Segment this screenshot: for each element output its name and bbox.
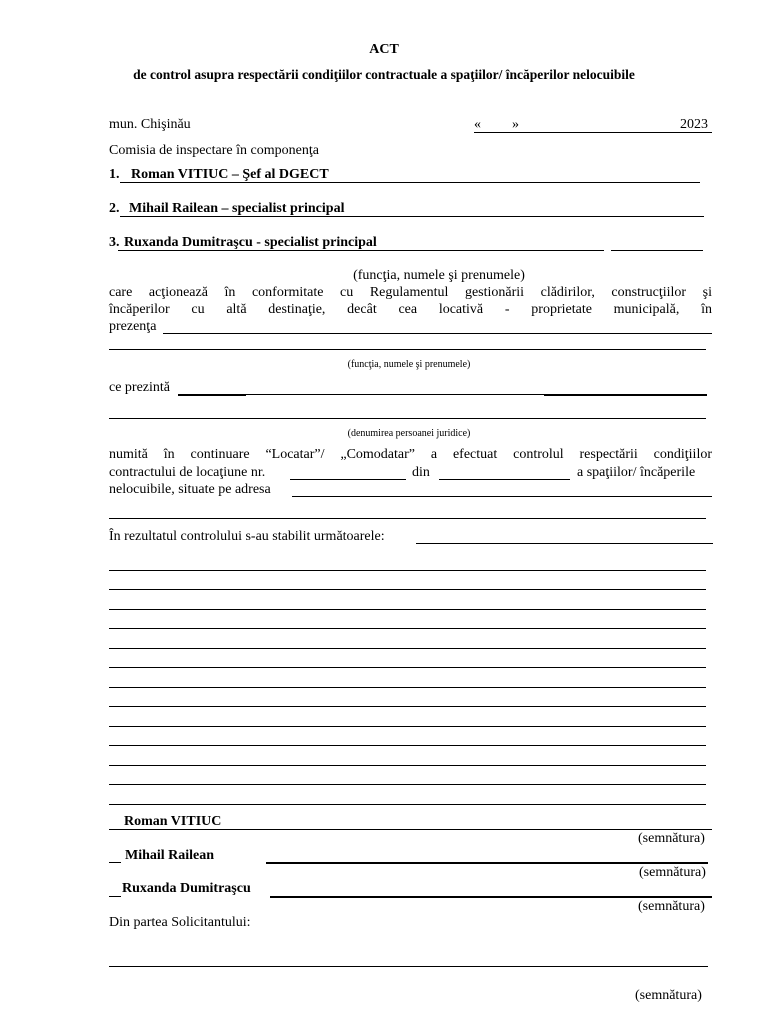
signature-line-1[interactable] [109, 829, 712, 830]
document-subtitle: de control asupra respectării condiţiilor contractuale a spaţiilor/ încăperilor nelocuibile [133, 67, 635, 82]
member-1-line [120, 182, 700, 183]
address-field-line[interactable] [292, 496, 712, 497]
document-title: ACT [369, 42, 399, 57]
paragraph-1-line-1: care acţionează în conformitate cu Regulamentul gestionării clădirilor, construcţiilor şi [109, 285, 712, 300]
commission-intro: Comisia de inspectare în componenţa [109, 143, 319, 158]
function-names-caption: (funcţia, numele şi prenumele) [353, 268, 525, 283]
results-line[interactable] [109, 784, 706, 785]
presenting-field-line-c[interactable] [544, 394, 707, 396]
spaces-label: a spaţiilor/ încăperile [577, 465, 696, 480]
legal-entity-caption: (denumirea persoanei juridice) [347, 428, 471, 439]
paragraph-1-line-2: încăperilor cu altă destinaţie, decât cea locativă - proprietate municipală, în [109, 302, 712, 317]
paragraph-2-line-1: numită în continuare “Locatar”/ „Comodatar” a efectuat controlul respectării condiţiilor [109, 447, 712, 462]
member-number: 3. [109, 235, 120, 250]
results-field-line[interactable] [416, 543, 713, 544]
results-line[interactable] [109, 648, 706, 649]
date-field-line[interactable] [474, 132, 712, 133]
results-line[interactable] [109, 706, 706, 707]
applicant-label: Din partea Solicitantului: [109, 915, 251, 930]
presence-label: prezenţa [109, 319, 157, 334]
date-year: 2023 [680, 117, 708, 132]
results-line[interactable] [109, 628, 706, 629]
date-open-quote: « [474, 117, 481, 132]
member-3-line-end [611, 250, 703, 251]
member-1: Roman VITIUC – Şef al DGECT [131, 167, 329, 182]
member-number: 2. [109, 201, 120, 216]
address-field-line-2[interactable] [109, 518, 706, 519]
contract-date-field[interactable] [439, 479, 570, 480]
signature-caption-1: (semnătura) [638, 831, 705, 846]
signature-name-3: Ruxanda Dumitraşcu [122, 881, 251, 896]
results-line[interactable] [109, 745, 706, 746]
results-label: În rezultatul controlului s-au stabilit următoarele: [109, 529, 385, 544]
signature-name-2: Mihail Railean [125, 848, 215, 863]
signature-line-2[interactable] [266, 862, 708, 864]
function-names-caption-small: (funcţia, numele şi prenumele) [347, 359, 471, 370]
signature-line-3[interactable] [270, 896, 712, 898]
presence-field-line-2[interactable] [109, 349, 706, 350]
contract-number-field[interactable] [290, 479, 406, 480]
results-line[interactable] [109, 726, 706, 727]
contract-din-label: din [412, 465, 430, 480]
signature-line-2-lead [109, 862, 121, 863]
member-3: Ruxanda Dumitraşcu - specialist principal [124, 235, 377, 250]
member-3-line [118, 250, 604, 251]
presenting-field-line-a[interactable] [178, 394, 246, 396]
member-number: 1. [109, 167, 120, 182]
applicant-signature-caption: (semnătura) [635, 988, 702, 1003]
date-close-quote: » [512, 117, 519, 132]
presenting-field-line-2[interactable] [109, 418, 706, 419]
results-line[interactable] [109, 589, 706, 590]
signature-name-1: Roman VITIUC [124, 814, 222, 829]
member-2: Mihail Railean – specialist principal [129, 201, 345, 216]
member-2-line [120, 216, 704, 217]
results-line[interactable] [109, 570, 706, 571]
city-label: mun. Chişinău [109, 117, 191, 132]
presence-field-line[interactable] [163, 333, 712, 334]
signature-caption-3: (semnătura) [638, 899, 705, 914]
results-line[interactable] [109, 609, 706, 610]
results-line[interactable] [109, 667, 706, 668]
signature-caption-2: (semnătura) [639, 865, 706, 880]
results-line[interactable] [109, 765, 706, 766]
results-line[interactable] [109, 687, 706, 688]
signature-line-3-lead [109, 896, 121, 897]
applicant-signature-line[interactable] [109, 966, 708, 967]
contract-label: contractului de locaţiune nr. [109, 465, 266, 480]
presenting-label: ce prezintă [109, 380, 171, 395]
address-label: nelocuibile, situate pe adresa [109, 482, 271, 497]
presenting-field-line-b[interactable] [246, 394, 544, 395]
results-line[interactable] [109, 804, 706, 805]
